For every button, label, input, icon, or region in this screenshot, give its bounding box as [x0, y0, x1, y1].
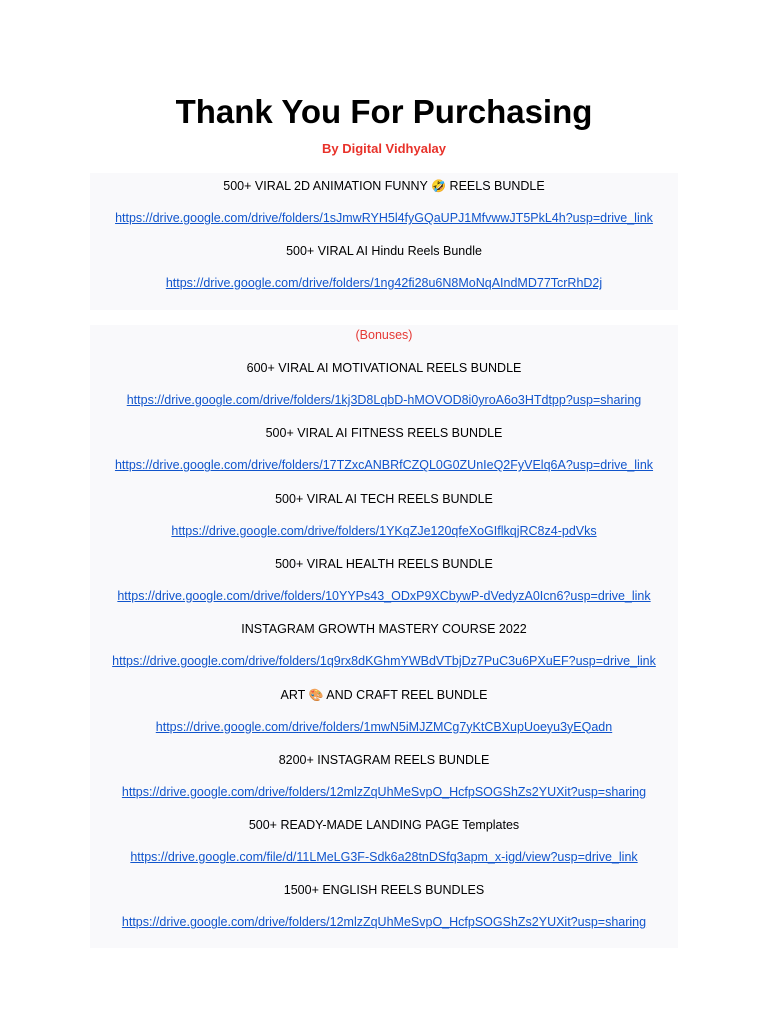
bundle-name-text: REELS BUNDLE: [446, 179, 545, 193]
drive-link[interactable]: https://drive.google.com/drive/folders/1YKqZJe120qfeXoGIflkqjRC8z4-pdVks: [171, 523, 597, 538]
drive-link[interactable]: https://drive.google.com/drive/folders/12mlzZqUhMeSvpO_HcfpSOGShZs2YUXit?usp=sharing: [121, 915, 647, 930]
bundle-name-text: 500+ VIRAL AI Hindu Reels Bundle: [286, 244, 482, 258]
bonus-panel: [90, 325, 678, 948]
drive-link[interactable]: https://drive.google.com/drive/folders/1q9rx8dKGhmYWBdVTbjDz7PuC3u6PXuEF?usp=drive_link: [112, 654, 656, 669]
bundle-link-row: [90, 588, 678, 604]
bundle-link-row: [90, 210, 678, 226]
bundle-link-row: [90, 784, 678, 800]
bundle-name: [90, 360, 678, 376]
bundle-name-text: AND CRAFT REEL BUNDLE: [323, 687, 488, 702]
page-subtitle: By Digital Vidhyalay: [321, 141, 447, 156]
bundle-name-text: 500+ VIRAL 2D ANIMATION FUNNY: [223, 179, 432, 193]
bundle-name-text: 500+ VIRAL AI FITNESS REELS BUNDLE: [265, 426, 503, 441]
drive-link[interactable]: https://drive.google.com/drive/folders/1mwN5iMJZMCg7yKtCBXupUoeyu3yEQadn: [155, 719, 613, 734]
bundle-link-row: [90, 849, 678, 865]
bundle-name-text: ART: [280, 687, 309, 702]
bundle-link-row: [90, 275, 678, 291]
emoji-icon: 🎨: [308, 687, 324, 702]
bundle-link-row: [90, 719, 678, 735]
bundle-name-text: INSTAGRAM GROWTH MASTERY COURSE 2022: [241, 622, 527, 637]
bundle-name: [90, 621, 678, 637]
bundle-name: [90, 425, 678, 441]
bundle-link-row: [90, 914, 678, 930]
bundle-name-text: 600+ VIRAL AI MOTIVATIONAL REELS BUNDLE: [246, 361, 522, 375]
emoji-icon: 🤣: [431, 179, 447, 193]
bundle-name-text: 500+ VIRAL AI TECH REELS BUNDLE: [275, 491, 493, 506]
drive-link[interactable]: https://drive.google.com/drive/folders/1sJmwRYH5l4fyGQaUPJ1MfvwwJT5PkL4h?usp=drive_link: [115, 211, 653, 225]
bundle-name-text: 500+ VIRAL HEALTH REELS BUNDLE: [275, 556, 493, 571]
bundle-link-row: [90, 457, 678, 473]
bundle-link-row: [90, 523, 678, 539]
drive-link[interactable]: https://drive.google.com/drive/folders/12mlzZqUhMeSvpO_HcfpSOGShZs2YUXit?usp=sharing: [121, 784, 647, 799]
bundle-name-text: 500+ READY-MADE LANDING PAGE Templates: [248, 818, 520, 833]
bundle-name: [90, 491, 678, 507]
drive-link[interactable]: https://drive.google.com/drive/folders/17TZxcANBRfCZQL0G0ZUnIeQ2FyVElq6A?usp=drive_link: [114, 458, 654, 473]
drive-link[interactable]: https://drive.google.com/drive/folders/1ng42fi28u6N8MoNqAIndMD77TcrRhD2j: [165, 276, 603, 290]
bundle-name: [90, 687, 678, 703]
bundle-panel: [90, 173, 678, 310]
bundle-name: [90, 243, 678, 259]
bundle-name: [90, 882, 678, 898]
bundle-name: [90, 556, 678, 572]
bundle-name: [90, 178, 678, 194]
drive-link[interactable]: https://drive.google.com/drive/folders/10YYPs43_ODxP9XCbywP-dVedyzA0Icn6?usp=drive_link: [117, 588, 651, 603]
bundle-name: [90, 752, 678, 768]
bundle-name-text: 8200+ INSTAGRAM REELS BUNDLE: [278, 752, 490, 767]
drive-link[interactable]: https://drive.google.com/drive/folders/1kj3D8LqbD-hMOVOD8i0yroA6o3HTdtpp?usp=sharing: [126, 393, 642, 407]
bundle-link-row: [90, 653, 678, 669]
drive-link[interactable]: https://drive.google.com/file/d/11LMeLG3F-Sdk6a28tnDSfq3apm_x-igd/view?usp=drive_link: [130, 850, 638, 865]
bundle-name: [90, 817, 678, 833]
bonus-label: (Bonuses): [355, 328, 413, 342]
page-title: Thank You For Purchasing: [175, 93, 593, 130]
bundle-name-text: 1500+ ENGLISH REELS BUNDLES: [283, 883, 485, 898]
bundle-link-row: [90, 392, 678, 408]
